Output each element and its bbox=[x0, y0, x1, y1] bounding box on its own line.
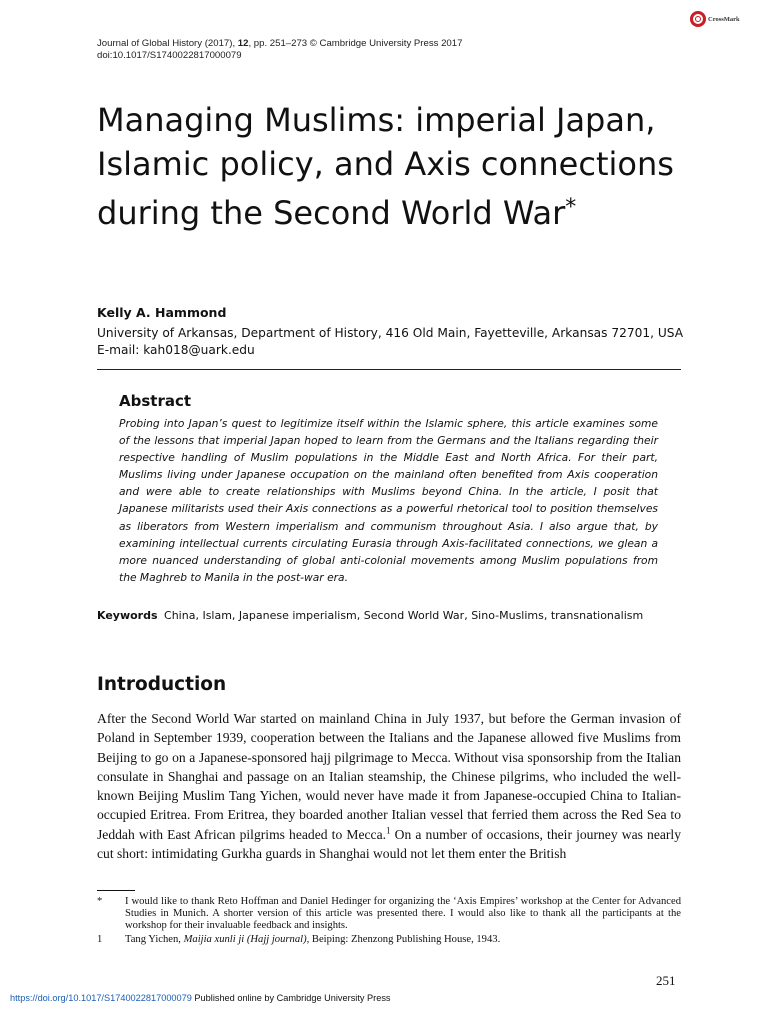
keywords-list: China, Islam, Japanese imperialism, Second World War, Sino-Muslims, transnationalism bbox=[164, 609, 644, 622]
journal-reference bbox=[97, 38, 462, 62]
header-divider bbox=[97, 369, 681, 370]
title-line-2: Islamic policy, and Axis connections bbox=[97, 145, 674, 183]
journal-name: Journal of Global History (2017), bbox=[97, 38, 238, 49]
introduction-text bbox=[97, 709, 681, 863]
page-footer bbox=[10, 993, 391, 1003]
abstract-heading: Abstract bbox=[119, 392, 192, 410]
author-name: Kelly A. Hammond bbox=[97, 305, 227, 320]
keywords bbox=[97, 609, 697, 622]
footnote-author: Tang Yichen, bbox=[125, 933, 184, 945]
footnote-item bbox=[97, 934, 681, 946]
footnote-mark: * bbox=[97, 896, 103, 907]
introduction-heading: Introduction bbox=[97, 674, 227, 695]
journal-citation-line bbox=[97, 38, 462, 50]
page-number: 251 bbox=[656, 973, 676, 988]
footnote-text: I would like to thank Reto Hoffman and Daniel Hedinger for organizing the ‘Axis Empires’ workshop at the Center for Advanced Studies in Munich. A shorter version of this article was presented there. I would also like to thank all the participants at the workshop for their invaluable feedback and insights. bbox=[125, 896, 681, 932]
footnote-item bbox=[97, 896, 681, 933]
abstract-text: Probing into Japan’s quest to legitimize itself within the Islamic sphere, this article examines some of the lessons that imperial Japan hoped to learn from the Germans and the Italians regarding their respective handling of Muslim populations in the Middle East and North Africa. For their part, Muslims living under Japanese occupation on the mainland often benefited from Axis cooperation and were able to create relationships with Muslims beyond China. In the article, I posit that Japanese militarists used their Axis connections as a powerful rhetorical tool to position themselves as liberators from Western imperialism and communism throughout Asia. I also argue that, by examining intellectual currents circulating Eurasia through Axis-facilitated connections, we glean a more nuanced understanding of global anti-colonial movements among Muslim populations from the Maghreb to Manila in the post-war era. bbox=[119, 417, 658, 584]
footnote-work-title: Maijia xunli ji (Hajj journal) bbox=[183, 933, 307, 945]
crossmark-badge[interactable] bbox=[690, 11, 740, 27]
published-online-text: Published online by Cambridge University Press bbox=[191, 993, 391, 1003]
footnote-publisher: , Beiping: Zhenzong Publishing House, 1943. bbox=[306, 933, 501, 945]
keywords-label: Keywords bbox=[97, 609, 158, 622]
footnote-divider bbox=[97, 890, 135, 891]
author-email: E-mail: kah018@uark.edu bbox=[97, 343, 255, 357]
author-affiliation bbox=[97, 325, 697, 359]
footnotes bbox=[97, 896, 681, 946]
crossmark-icon bbox=[690, 11, 706, 27]
title-line-1: Managing Muslims: imperial Japan, bbox=[97, 101, 656, 139]
footnote-mark: 1 bbox=[97, 933, 103, 945]
footnote-reference[interactable]: 1 bbox=[386, 825, 391, 836]
title-line-3: during the Second World War bbox=[97, 194, 566, 232]
introduction-paragraph-part-2: On a number of occasions, their journey was nearly cut short: intimidating Gurkha guards in Shanghai would not let them enter the British bbox=[97, 826, 681, 862]
doi-link[interactable]: https://doi.org/10.1017/S1740022817000079 bbox=[10, 993, 192, 1003]
footnote-text bbox=[125, 934, 681, 946]
introduction-paragraph-part-1: After the Second World War started on mainland China in July 1937, but before the German invasion of Poland in September 1939, cooperation between the Italians and the Japanese allowed five Muslims from Beijing to go on a Japanese-sponsored hajj pilgrimage to Mecca. Without visa sponsorship from the Italian consulate in Shanghai and passage on an Italian steamship, the Chinese pilgrims, who included the well-known Beijing Muslim Tang Yichen, would never have made it from Japanese-occupied China to Italian-occupied Eritrea. From Eritrea, they boarded another Italian vessel that ferried them across the Red Sea to Jeddah with East African pilgrims headed to Mecca. bbox=[97, 711, 681, 842]
title-footnote-mark: * bbox=[565, 195, 577, 220]
affiliation-address: University of Arkansas, Department of History, 416 Old Main, Fayetteville, Arkansas 72701, USA bbox=[97, 326, 684, 340]
journal-pages-copyright: , pp. 251–273 © Cambridge University Press 2017 bbox=[248, 38, 463, 49]
article-title bbox=[97, 98, 697, 235]
doi-line: doi:10.1017/S1740022817000079 bbox=[97, 50, 242, 61]
journal-volume: 12 bbox=[237, 38, 249, 49]
crossmark-label: CrossMark bbox=[708, 15, 740, 23]
